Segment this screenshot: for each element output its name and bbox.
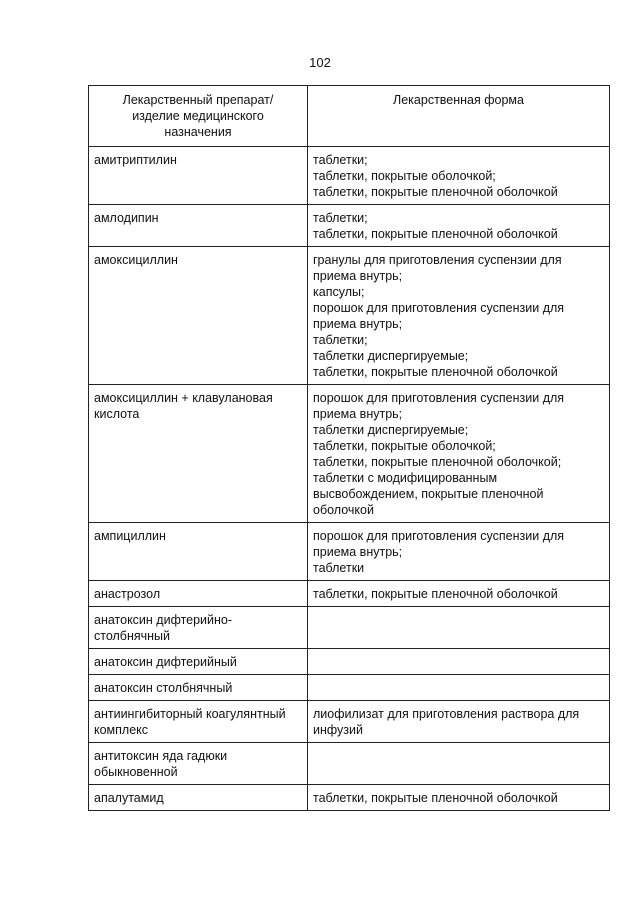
table-row (89, 701, 610, 743)
dosage-form-line: таблетки; (313, 333, 368, 347)
drug-name-cell (89, 247, 308, 385)
dosage-form-line: таблетки, покрытые пленочной оболочкой (313, 791, 558, 805)
dosage-form-line: порошок для приготовления суспензии для (313, 391, 565, 405)
drug-name-line: кислота (94, 407, 140, 421)
drug-name-line: амоксициллин + клавулановая (94, 391, 273, 405)
dosage-form-cell (308, 675, 610, 701)
table-row (89, 205, 610, 247)
table-row (89, 247, 610, 385)
dosage-form-line: инфузий (313, 723, 363, 737)
drug-name-cell (89, 785, 308, 811)
table-row (89, 523, 610, 581)
table-row (89, 581, 610, 607)
dosage-form-line: таблетки (313, 561, 365, 575)
drug-name-cell (89, 649, 308, 675)
table-row (89, 147, 610, 205)
dosage-form-cell (308, 581, 610, 607)
dosage-form-cell (308, 743, 610, 785)
dosage-form-line: таблетки, покрытые пленочной оболочкой (313, 365, 558, 379)
drug-name-cell (89, 581, 308, 607)
dosage-form-line: приема внутрь; (313, 545, 403, 559)
dosage-form-line: таблетки; (313, 211, 368, 225)
table-row (89, 607, 610, 649)
dosage-form-line: таблетки диспергируемые; (313, 349, 469, 363)
dosage-form-line: капсулы; (313, 285, 365, 299)
drug-name-line: комплекс (94, 723, 149, 737)
dosage-form-line: таблетки, покрытые оболочкой; (313, 439, 496, 453)
table-row (89, 675, 610, 701)
dosage-form-line: лиофилизат для приготовления раствора для (313, 707, 580, 721)
drug-name-line: ампициллин (94, 529, 166, 543)
dosage-form-cell (308, 205, 610, 247)
table-row (89, 743, 610, 785)
table-row (89, 649, 610, 675)
header-form (308, 86, 610, 147)
dosage-form-line: приема внутрь; (313, 317, 403, 331)
drug-name-line: антитоксин яда гадюки (94, 749, 228, 763)
drug-name-line: анатоксин дифтерийный (94, 655, 237, 669)
drug-name-cell (89, 607, 308, 649)
dosage-form-line: приема внутрь; (313, 407, 403, 421)
dosage-form-cell (308, 785, 610, 811)
drug-name-line: амлодипин (94, 211, 159, 225)
dosage-form-line: таблетки; (313, 153, 368, 167)
dosage-form-line: приема внутрь; (313, 269, 403, 283)
drug-name-cell (89, 701, 308, 743)
drug-table (88, 85, 610, 811)
drug-name-line: анатоксин дифтерийно- (94, 613, 233, 627)
table-body (89, 147, 610, 811)
table-header-row (89, 86, 610, 147)
drug-name-cell (89, 675, 308, 701)
dosage-form-line: таблетки, покрытые пленочной оболочкой (313, 227, 558, 241)
dosage-form-cell (308, 147, 610, 205)
dosage-form-cell (308, 385, 610, 523)
dosage-form-line: таблетки с модифицированным (313, 471, 498, 485)
drug-name-line: амоксициллин (94, 253, 178, 267)
dosage-form-line: порошок для приготовления суспензии для (313, 529, 565, 543)
drug-name-line: столбнячный (94, 629, 171, 643)
dosage-form-cell (308, 607, 610, 649)
table-row (89, 385, 610, 523)
header-drug-line: Лекарственный препарат/ (122, 93, 274, 107)
header-form-line: Лекарственная форма (393, 93, 524, 107)
drug-name-cell (89, 523, 308, 581)
drug-name-cell (89, 205, 308, 247)
header-drug-line: изделие медицинского (132, 109, 264, 123)
dosage-form-line: порошок для приготовления суспензии для (313, 301, 565, 315)
drug-name-cell (89, 147, 308, 205)
header-drug (89, 86, 308, 147)
drug-name-line: обыкновенной (94, 765, 178, 779)
dosage-form-line: оболочкой (313, 503, 374, 517)
dosage-form-line: таблетки, покрытые пленочной оболочкой (313, 587, 558, 601)
header-drug-line: назначения (164, 125, 232, 139)
drug-name-line: анастрозол (94, 587, 161, 601)
dosage-form-line: таблетки, покрытые оболочкой; (313, 169, 496, 183)
drug-name-line: амитриптилин (94, 153, 177, 167)
drug-name-line: анатоксин столбнячный (94, 681, 233, 695)
drug-name-cell (89, 743, 308, 785)
dosage-form-line: гранулы для приготовления суспензии для (313, 253, 562, 267)
table-row (89, 785, 610, 811)
dosage-form-cell (308, 523, 610, 581)
drug-name-cell (89, 385, 308, 523)
dosage-form-line: таблетки диспергируемые; (313, 423, 469, 437)
dosage-form-line: таблетки, покрытые пленочной оболочкой; (313, 455, 562, 469)
drug-name-line: апалутамид (94, 791, 164, 805)
dosage-form-line: таблетки, покрытые пленочной оболочкой (313, 185, 558, 199)
dosage-form-cell (308, 701, 610, 743)
dosage-form-line: высвобождением, покрытые пленочной (313, 487, 544, 501)
dosage-form-cell (308, 649, 610, 675)
drug-name-line: антиингибиторный коагулянтный (94, 707, 286, 721)
dosage-form-cell (308, 247, 610, 385)
page-number: 102 (309, 55, 331, 70)
